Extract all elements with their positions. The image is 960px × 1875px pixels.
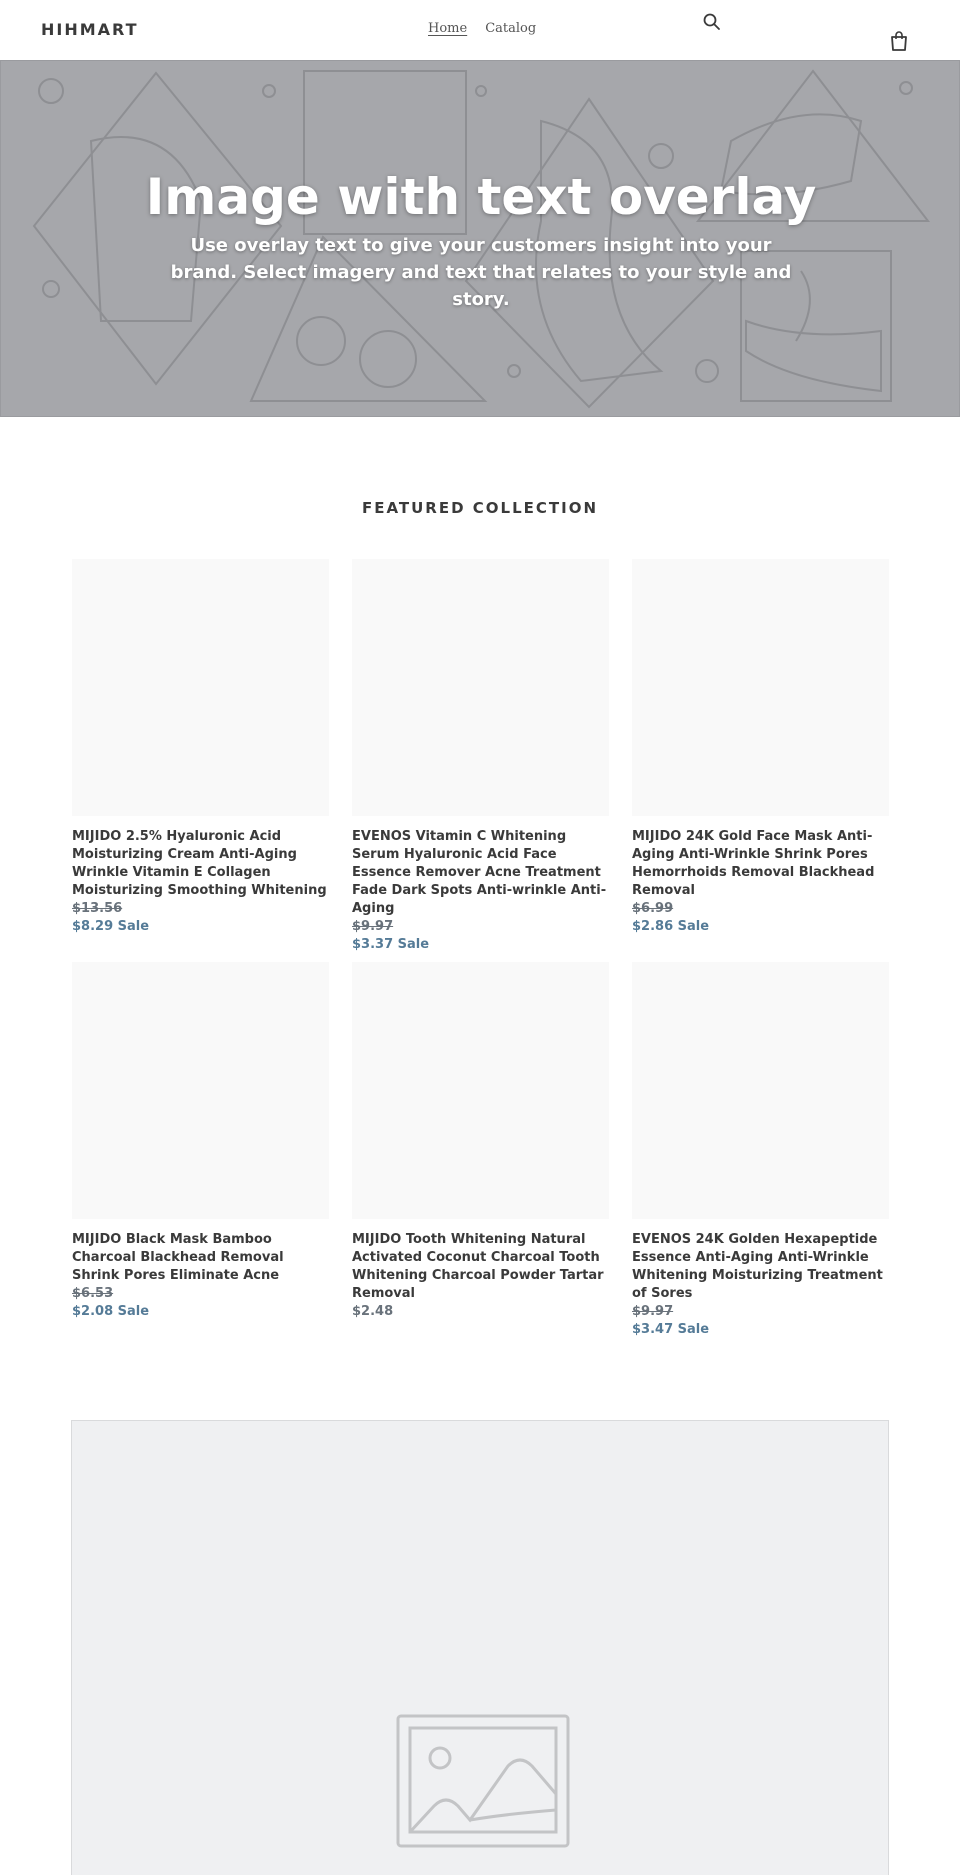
product-sale-price: $2.08 Sale — [72, 1304, 150, 1319]
product-compare-price: $9.97 — [352, 919, 394, 934]
product-sale-price: $3.37 Sale — [352, 937, 430, 952]
product-card[interactable] — [352, 559, 609, 962]
hero-banner — [0, 60, 960, 417]
product-compare-price: $9.97 — [632, 1304, 674, 1319]
product-card[interactable] — [632, 559, 889, 962]
product-compare-price: $6.99 — [632, 901, 674, 916]
product-compare-price: $13.56 — [72, 901, 123, 916]
product-price: $2.48 — [352, 1304, 394, 1319]
product-card[interactable] — [632, 962, 889, 1365]
product-title[interactable]: MIJIDO Black Mask Bamboo Charcoal Blackhead Removal Shrink Pores Eliminate Acne — [72, 1232, 284, 1283]
cart-icon[interactable] — [889, 30, 909, 52]
search-icon[interactable] — [702, 12, 722, 32]
main-nav — [428, 21, 536, 36]
product-image[interactable] — [632, 559, 889, 816]
featured-collection-heading: FEATURED COLLECTION — [361, 499, 599, 517]
product-title[interactable]: MIJIDO Tooth Whitening Natural Activated Coconut Charcoal Tooth Whitening Charcoal Powder Tartar Removal — [352, 1232, 604, 1301]
product-sale-price: $3.47 Sale — [632, 1322, 710, 1337]
product-title[interactable]: EVENOS 24K Golden Hexapeptide Essence Anti-Aging Anti-Wrinkle Whitening Moisturizing Treatment of Sores — [632, 1232, 883, 1301]
product-card[interactable] — [352, 962, 609, 1365]
nav-catalog[interactable]: Catalog — [485, 21, 537, 36]
product-card[interactable] — [72, 962, 329, 1365]
product-image[interactable] — [72, 962, 329, 1219]
product-card[interactable] — [72, 559, 329, 962]
site-logo[interactable]: HIHMART — [41, 20, 139, 39]
product-title[interactable]: MIJIDO 2.5% Hyaluronic Acid Moisturizing Cream Anti-Aging Wrinkle Vitamin E Collagen Moisturizing Smoothing Whitening — [72, 829, 327, 898]
site-header — [0, 0, 960, 60]
product-sale-price: $2.86 Sale — [632, 919, 710, 934]
product-title[interactable]: EVENOS Vitamin C Whitening Serum Hyaluronic Acid Face Essence Remover Acne Treatment Fade Dark Spots Anti-wrinkle Anti-Aging — [352, 829, 607, 916]
hero-subtitle: Use overlay text to give your customers insight into your brand. Select imagery and text that relates to your style and story. — [170, 235, 792, 310]
image-placeholder-icon — [396, 1714, 570, 1848]
product-compare-price: $6.53 — [72, 1286, 114, 1301]
product-image[interactable] — [352, 559, 609, 816]
product-image[interactable] — [352, 962, 609, 1219]
product-sale-price: $8.29 Sale — [72, 919, 150, 934]
hero-title: Image with text overlay — [145, 168, 817, 226]
nav-home[interactable]: Home — [428, 21, 468, 36]
product-title[interactable]: MIJIDO 24K Gold Face Mask Anti-Aging Anti-Wrinkle Shrink Pores Hemorrhoids Removal Blackhead Removal — [632, 829, 875, 898]
image-section-placeholder — [71, 1420, 889, 1875]
product-image[interactable] — [632, 962, 889, 1219]
product-grid — [72, 559, 888, 1365]
product-image[interactable] — [72, 559, 329, 816]
